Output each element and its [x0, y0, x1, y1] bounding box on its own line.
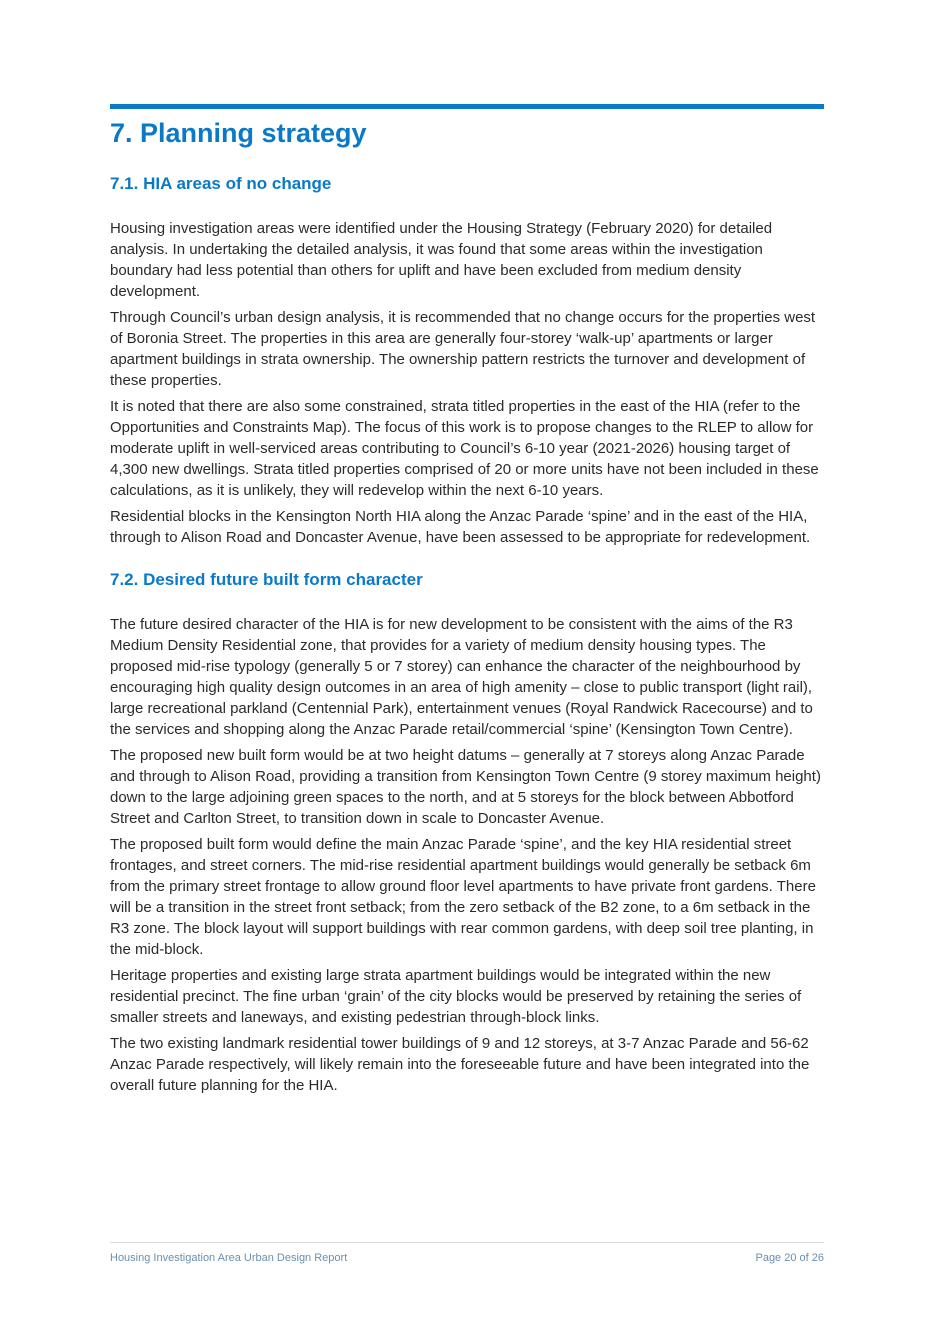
page-content: [110, 114, 824, 1101]
paragraph: Housing investigation areas were identified under the Housing Strategy (February 2020) for detailed analysis. In undertaking the detailed analysis, it was found that some areas within the investigation boundary had less potential than others for uplift and have been excluded from medium density development.: [110, 220, 773, 300]
paragraph: Heritage properties and existing large strata apartment buildings would be integrated within the new residential precinct. The fine urban ‘grain’ of the city blocks would be preserved by retaining the series of smaller streets and laneways, and existing pedestrian through-block links.: [110, 967, 802, 1026]
paragraph: The proposed built form would define the main Anzac Parade ‘spine’, and the key HIA residential street frontages, and street corners. The mid-rise residential apartment buildings would generally be setback 6m from the primary street frontage to allow ground floor level apartments to have private front gardens. There will be a transition in the street front setback; from the zero setback of the B2 zone, to a 6m setback in the R3 zone. The block layout will support buildings with rear common gardens, with deep soil tree planting, in the mid-block.: [110, 836, 816, 958]
footer-rule: [110, 1242, 824, 1243]
paragraph: The proposed new built form would be at two height datums – generally at 7 storeys along Anzac Parade and through to Alison Road, providing a transition from Kensington Town Centre (9 storey maximum height) down to the large adjoining green spaces to the north, and at 5 storeys for the block between Abbotford Street and Carlton Street, to transition down in scale to Doncaster Avenue.: [110, 747, 821, 827]
footer-report-title: Housing Investigation Area Urban Design Report: [110, 1252, 348, 1264]
section-heading-built-form: 7.2. Desired future built form character: [110, 570, 423, 589]
paragraph: The two existing landmark residential tower buildings of 9 and 12 storeys, at 3-7 Anzac Parade and 56-62 Anzac Parade respectively, will likely remain into the foreseeable future and have been integrated into the overall future planning for the HIA.: [110, 1035, 810, 1094]
section-body-no-change: [110, 218, 824, 548]
chapter-top-rule: [110, 104, 824, 109]
section-body-built-form: [110, 614, 824, 1096]
section-heading-no-change: 7.1. HIA areas of no change: [110, 174, 332, 193]
paragraph: Residential blocks in the Kensington North HIA along the Anzac Parade ‘spine’ and in the east of the HIA, through to Alison Road and Doncaster Avenue, have been assessed to be appropriate for redevelopment.: [110, 508, 811, 546]
paragraph: It is noted that there are also some constrained, strata titled properties in the east of the HIA (refer to the Opportunities and Constraints Map). The focus of this work is to propose changes to the RLEP to allow for moderate uplift in well-serviced areas contributing to Council’s 6-10 year (2021-2026) housing target of 4,300 new dwellings. Strata titled properties comprised of 20 or more units have not been included in these calculations, as it is unlikely, they will redevelop within the next 6-10 years.: [110, 398, 819, 499]
paragraph: Through Council’s urban design analysis, it is recommended that no change occurs for the properties west of Boronia Street. The properties in this area are generally four-storey ‘walk-up’ apartments or larger apartment buildings in strata ownership. The ownership pattern restricts the turnover and development of these properties.: [110, 309, 816, 389]
paragraph: The future desired character of the HIA is for new development to be consistent with the aims of the R3 Medium Density Residential zone, that provides for a variety of medium density housing types. The proposed mid-rise typology (generally 5 or 7 storey) can enhance the character of the neighbourhood by encouraging high quality design outcomes in an area of high amenity – close to public transport (light rail), large recreational parkland (Centennial Park), entertainment venues (Royal Randwick Racecourse) and to the services and shopping along the Anzac Parade retail/commercial ‘spine’ (Kensington Town Centre).: [110, 616, 813, 738]
chapter-title: 7. Planning strategy: [110, 118, 367, 148]
footer-page-number: Page 20 of 26: [755, 1252, 824, 1264]
page-footer: [110, 1252, 824, 1264]
